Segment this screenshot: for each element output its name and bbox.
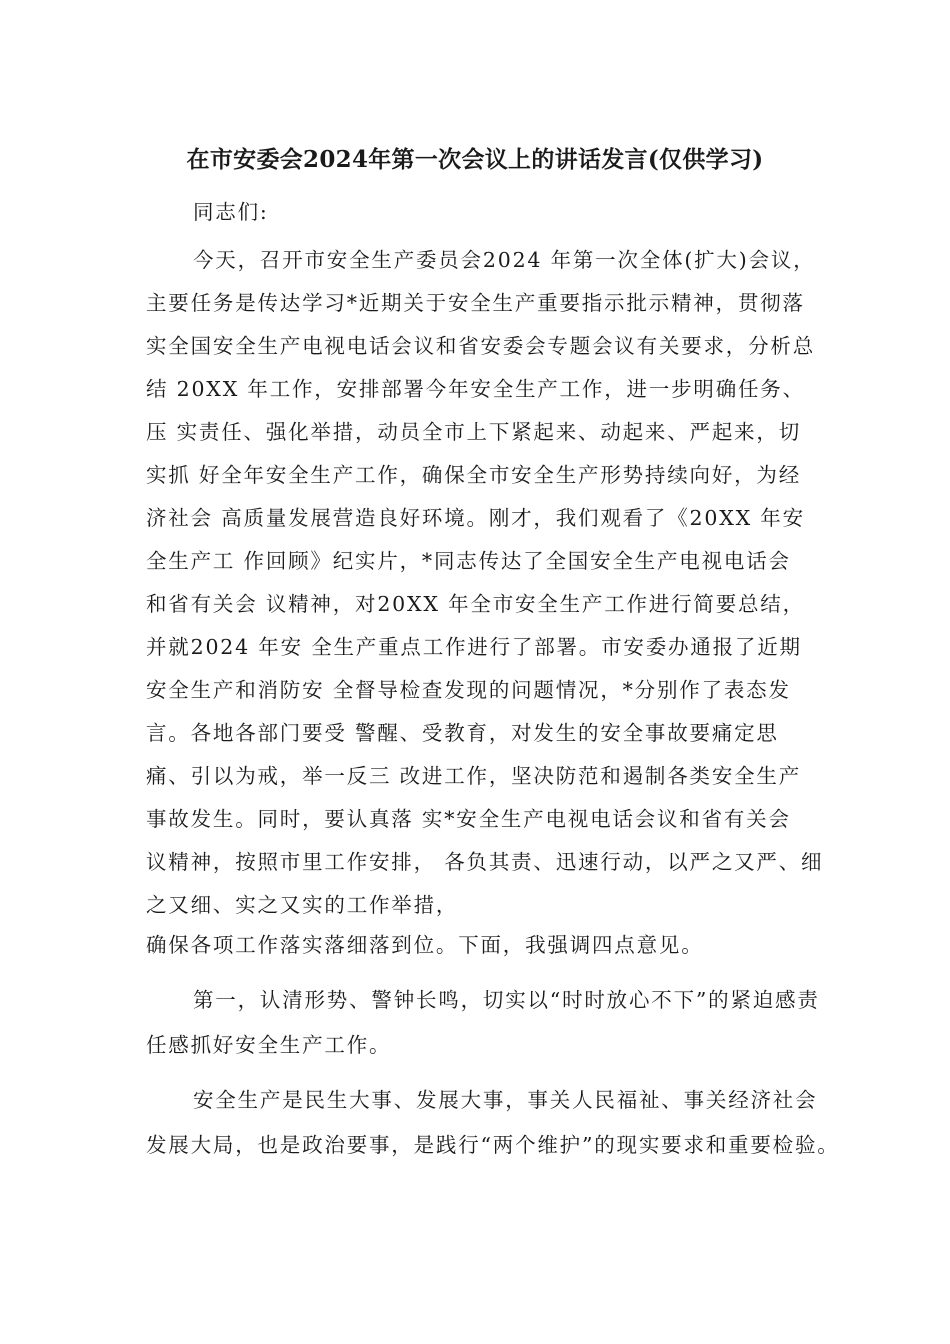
body-line: 全生产工 作回顾》纪实片，*同志传达了全国安全生产电视电话会 (146, 549, 791, 573)
body-line: 压 实责任、强化举措，动员全市上下紧起来、动起来、严起来，切 (146, 420, 802, 444)
section-heading-line: 第一，认清形势、警钟长鸣，切实以“时时放心不下”的紧迫感责 (193, 988, 820, 1012)
body-line: 安全生产是民生大事、发展大事，事关人民福祉、事关经济社会 (193, 1088, 818, 1112)
body-line: 痛、引以为戒，举一反三 改进工作，坚决防范和遏制各类安全生产 (146, 764, 802, 788)
body-line: 济社会 高质量发展营造良好环境。刚才，我们观看了《20XX 年安 (146, 506, 805, 530)
body-line: 实全国安全生产电视电话会议和省安委会专题会议有关要求，分析总 (146, 334, 815, 358)
body-line: 事故发生。同时，要认真落 实*安全生产电视电话会议和省有关会 (146, 807, 791, 831)
body-line: 议精神，按照市里工作安排， 各负其责、迅速行动，以严之又严、细 (146, 850, 824, 874)
body-line: 主要任务是传达学习*近期关于安全生产重要指示批示精神，贯彻落 (146, 291, 805, 315)
salutation: 同志们: (193, 200, 269, 224)
body-line: 并就2024 年安 全生产重点工作进行了部署。市安委办通报了近期 (146, 635, 802, 659)
body-line: 言。各地各部门要受 警醒、受教育，对发生的安全事故要痛定思 (146, 721, 779, 745)
document-title: 在市安委会2024年第一次会议上的讲话发言(仅供学习) (186, 146, 764, 173)
body-line: 结 20XX 年工作，安排部署今年安全生产工作，进一步明确任务、 (146, 377, 805, 401)
body-line: 今天，召开市安全生产委员会2024 年第一次全体(扩大)会议， (193, 248, 816, 272)
body-line: 之又细、实之又实的工作举措， (146, 893, 459, 917)
section-heading-line: 任感抓好安全生产工作。 (146, 1033, 392, 1057)
body-line: 确保各项工作落实落细落到位。下面，我强调四点意见。 (146, 933, 704, 957)
body-line: 安全生产和消防安 全督导检查发现的问题情况，*分别作了表态发 (146, 678, 791, 702)
body-line: 发展大局，也是政治要事，是践行“两个维护”的现实要求和重要检验。 (146, 1133, 840, 1157)
body-line: 和省有关会 议精神，对20XX 年全市安全生产工作进行简要总结， (146, 592, 805, 616)
body-line: 实抓 好全年安全生产工作，确保全市安全生产形势持续向好，为经 (146, 463, 802, 487)
